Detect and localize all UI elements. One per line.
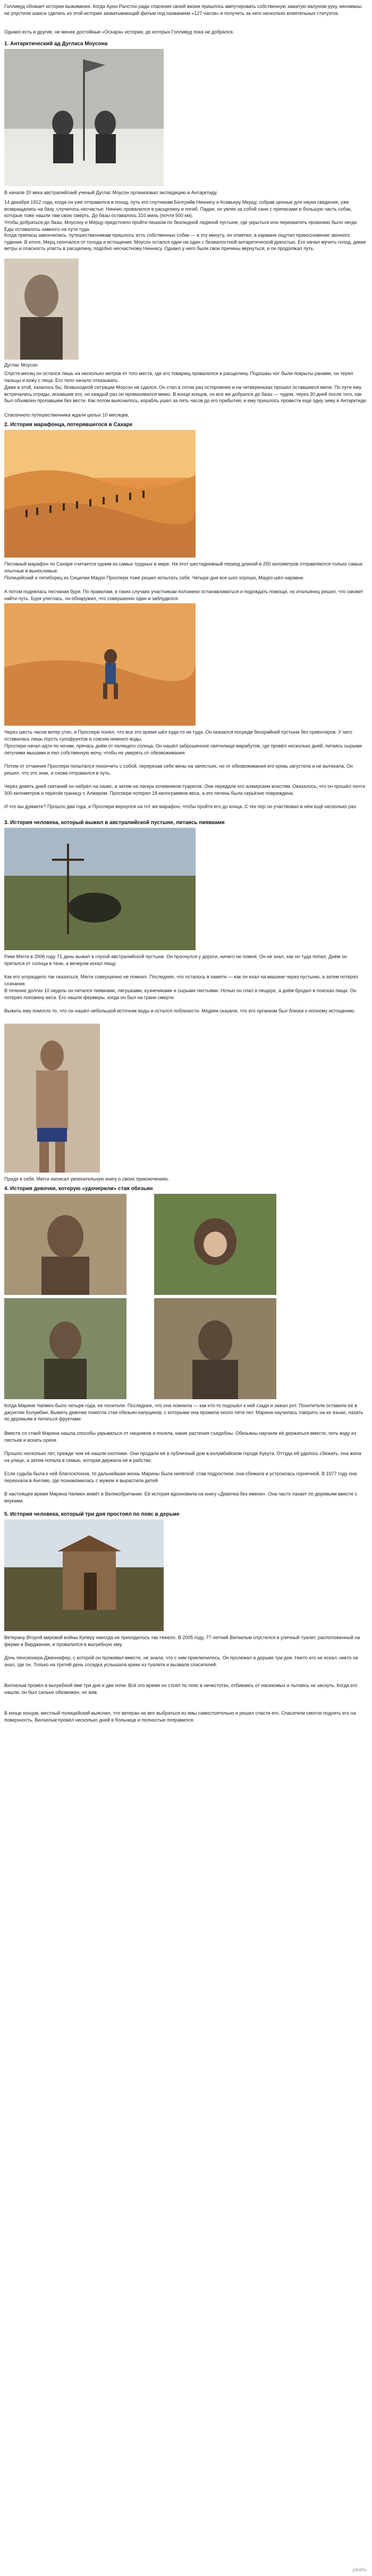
section-1-paragraph-2: 14 декабря 1912 года, когда он уже отправился в поход, путь его спутникам Белграйв Ниннису и Ксавьеру Мерцу, собрав ценные для науки сведения, уже возвращались на базу, случилось несчастье: Ниннис провалился в расщелину и погиб. Падая, он увлек за собой сани с припасами и большую часть собак, которые тоже нашли там свою смерть. До базы оставалось 310 миль (почти 500 км).	[4, 200, 352, 219]
section-2-paragraph-5: Проспери начал идти по ночам, прячась днём от палящего солнца. Он нашёл заброшенное святилище марабутов, где провёл несколько дней, питаясь сырыми летучими мышами и пил собственную мочу, чтобы не умереть от обезвоживания.	[4, 743, 362, 755]
photo-antarctic	[4, 49, 164, 186]
section-4-paragraph-3: Прошло несколько лет, прежде чем её нашли охотники. Они продали её в публичный дом в колумбийском городе Кукута. Оттуда ей удалось сбежать, она жила на улице, а затем попала в семью, которая держала её в рабстве.	[4, 1451, 361, 1463]
section-2-paragraph-8: И что вы думаете? Прошло два года, и Проспери вернулся на тот же марафон, чтобы пройти его до конца. С тех пор он участвовал в нём ещё несколько раз.	[4, 804, 357, 809]
photo-man-outback	[4, 1024, 100, 1173]
intro-paragraph-2: Однако есть и другие, не менее достойные «Оскара» истории, до которых Голливуд пока не добрался.	[4, 29, 234, 35]
section-5-paragraph-4: В конце концов, местный полицейский выяснил, что ветеран не мог выбраться из ямы самостоятельно и решил спасти его. Спасатели смогли поднять его на поверхность. Вилхельм провёл несколько дней в больнице и полностью поправился.	[4, 1710, 356, 1723]
photo-desert-marathon	[4, 430, 196, 558]
section-5-paragraph-1: Ветерану Второй мировой войны Куперу никогда не приходилось так тяжело. В 2005 году, 77-летний Вилхельм спустился в уличный туалет, расположенный на ферме в Вирджинии, и провалился в выгребную яму.	[4, 1635, 360, 1647]
section-2-paragraph-7: Через девять дней скитаний он набрёл на оазис, а затем на лагерь кочевников-туарегов. Они передали его алжирским властям. Оказалось, что он прошёл почти 300 километров и пересёк границу с Алжиром. Проспери потерял 18 килограммов веса, а его печень была серьёзно повреждена.	[4, 784, 366, 796]
section-1-paragraph-4: Когда припасы закончились, путешественникам пришлось есть собственных собак — в эту минуту, он отметил, в кармане ощутил прикосновение звонкого гудения. В итоге, Мерц скончался от голода и истощения. Моусон остался один на один с безжалостной антарктической дикостью. Его начал мучить голод, дикие ветры и опасность упасть в расщелину, подобно несчастному Ниннису. Однако у него были свои причины вернуться, и он продолжал путь.	[4, 232, 366, 252]
photo-mawson	[4, 259, 79, 360]
intro-paragraph-1: Голливуд обожает истории выживания. Когда Арон Ралстон ради спасения своей жизни пришлось ампутировать собственную зажатую валуном руку, киноманы не упустили шанса сделать из этой истории захватывающий фильм под названием «127 часов» и получить за него несколько влиятельных статуэток.	[4, 4, 362, 16]
section-2-paragraph-2: Полицейский и пятиборец из Сицилии Мауро Проспери тоже решил испытать себя. Четыре дня все шло хорошо, Мауро шёл наравне.	[4, 575, 305, 580]
photo-girl-3	[154, 1298, 276, 1399]
photo-monkey	[154, 1194, 276, 1295]
section-2-paragraph-1: Песчаный марафон по Сахаре считается одним из самых трудных в мире. На этот шестидневный период длиной в 250 километров отправляются только самые опытные и выносливые.	[4, 561, 363, 574]
section-4-paragraph-4: Если судьба была к ней благосклонна, то дальнейшая жизнь Марины была нелёгкой: став подростком, она сбежала и устроилась горничной. В 1977 году она переехала в Англию, где познакомилась с мужем и вырастила детей.	[4, 1471, 357, 1483]
section-1-paragraph-1: В начале 20 века австралийский ученый Дуглас Моусон организовал экспедицию в Антарктиду.	[4, 190, 218, 195]
section-4-paragraph-2: Вместе со стаей Марина нашла способы укрываться от хищников и поняла, какие растения съедобны. Обезьяны научили её держаться вместе, пить воду из листьев и искать орехи.	[4, 1431, 357, 1443]
section-3-paragraph-1: Рики Мегги в 2006 году 71 день выжил в глухой австралийской пустыне. Он проснулся у дороги, ничего не помня. Он не знал, как он туда попал. Днём он прятался от солнца в тени, а вечером искал пищу.	[4, 954, 347, 966]
section-5-paragraph-3: Вилхельм провёл в выгребной яме три дня и две ночи. Всё это время он стоял по пояс в нечистотах, отбиваясь от насекомых и пытаясь не заснуть. Когда его нашли, он был сильно обезвожен, но жив.	[4, 1683, 358, 1695]
section-1b-paragraph-1: Спустя месяц он остался лишь на несколько метров от того места, где его товарищ провалился в расщелину. Подошвы ног были покрыты ранами, он терял пальцы и кожу с лица. Его тело начало отказывать.	[4, 371, 353, 383]
section-2-paragraph-6: Потом от отчаяния Проспери попытался покончить с собой, перерезав себе вены на запястьях, но от обезвоживания его кровь загустела и не вытекала. Он решил, что это знак, и снова отправился в путь.	[4, 763, 353, 776]
photo-girl-2	[4, 1298, 126, 1399]
photo-outhouse	[4, 1519, 164, 1631]
section-3-heading: 3. История человека, который выжил в австралийской пустыне, питаясь пиявками	[4, 820, 225, 826]
section-5-paragraph-2: Дочь пенсионера Дженнифер, с которой он проживал вместе, не знала, что с ним приключилось. Он пролежал в дерьме три дня. Никто его не искал: никто не знал, где он. Только на третий день соседка услышала крики из туалета и вызвала спасателей.	[4, 1655, 358, 1667]
section-3-paragraph-2: Как его угораздило так оказаться, Мегги совершенно не помнил. Последнее, что осталось в памяти — как он ехал на машине через пустыню, а затем потерял сознание.	[4, 974, 358, 986]
section-4-paragraph-5: В настоящее время Марина Чапмен живёт в Великобритании. Её история вдохновила на книгу «Девочка без имени». Она часто лазает по деревьям вместе с внуками.	[4, 1491, 358, 1503]
section-1-heading: 1. Антарктический ад Дугласа Моусона	[4, 41, 108, 47]
photo-outback	[4, 828, 196, 950]
footer-brand: pikabu	[352, 2566, 367, 2572]
caption-mawson: Дуглас Моусон	[4, 362, 38, 368]
section-2-paragraph-4: Через шесть часов ветер утих, и Проспери понял, что все это время шёл куда-то не туда. Он оказался посреди бескрайней пустыни без ориентиров. У него оставалась лишь горсть сухофруктов и совсем немного воды.	[4, 729, 352, 742]
section-1-paragraph-3: Чтобы добраться до базы, Моусону и Мерцу предстояло пройти пешком по безлюдной ледяной пустыне, где укрыться или перехватить провизию было негде. Еды оставалось намного на пути туда.	[4, 220, 358, 232]
section-3-paragraph-3: В течение долгих 10 недель он питался пиявками, лягушками, кузнечиками и сырыми листьями. Ночью он спал в пещере, а днём бродил в поисках пищи. Он потерял половину веса. Его нашли фермеры, когда он был на грани смерти.	[4, 988, 357, 1000]
caption-meggi: Придя в себя, Мегги написал увлекательную книгу о своих приключениях.	[4, 1176, 170, 1182]
section-4-paragraph-1: Когда Марине Чапмен было четыре года, ее похитили. Последнее, что она помнила — как кто-то подошёл к ней сзади и зажал рот. Похитители оставили её в джунглях Колумбии. Выжить девочке помогла стая обезьян-капуцинов, с которыми она прожила около пяти лет. Марина научилась говорить на их языке, лазать по деревьям и питаться фруктами.	[4, 1403, 363, 1422]
section-3-paragraph-4: Выжить ему помогло то, что он нашёл небольшой источник воды и остался поблизости. Медики сказали, что его организм был близок к полному истощению.	[4, 1008, 356, 1013]
section-1b-paragraph-2: Даже в этой, казалось бы, безвыходной ситуации Моусон не сдался. Он стал в сотни раз осторожнее и на четвереньках прошел оставшиеся мили. По пути ему встречались отряды, искавшие его, но каждый раз он промахивался мимо. В конце концов, он все же добрался до базы — чудом, через 30 дней после того, как был объявлен пропавшим без вести. Как потом выяснилось, корабль ушел за пять часов до его прибытия, и ему пришлось провести еще одну зиму в Антарктиде.	[4, 385, 368, 404]
section-2-heading: 2. История марафонца, потерявшегося в Сахаре	[4, 422, 133, 428]
section-2-paragraph-3: А потом поднялась песчаная буря. По правилам, в таких случаях участникам положено останавливаться и подождать помощи, но итальянец решил, что сможет найти путь. Буря улеглась, он обнаружил, что совершенно один и заблудился.	[4, 589, 363, 601]
section-4-heading: 4. История девочки, которую «удочерили» стая обезьян	[4, 1186, 153, 1192]
photo-desert-runner	[4, 603, 196, 726]
section-5-heading: 5. История человека, который три дня простоял по пояс в дерьме	[4, 1511, 180, 1517]
photo-girl-1	[4, 1194, 126, 1295]
section-1b-paragraph-3: Спасенного путешественника ждали целых 10 месяцев.	[4, 412, 129, 418]
